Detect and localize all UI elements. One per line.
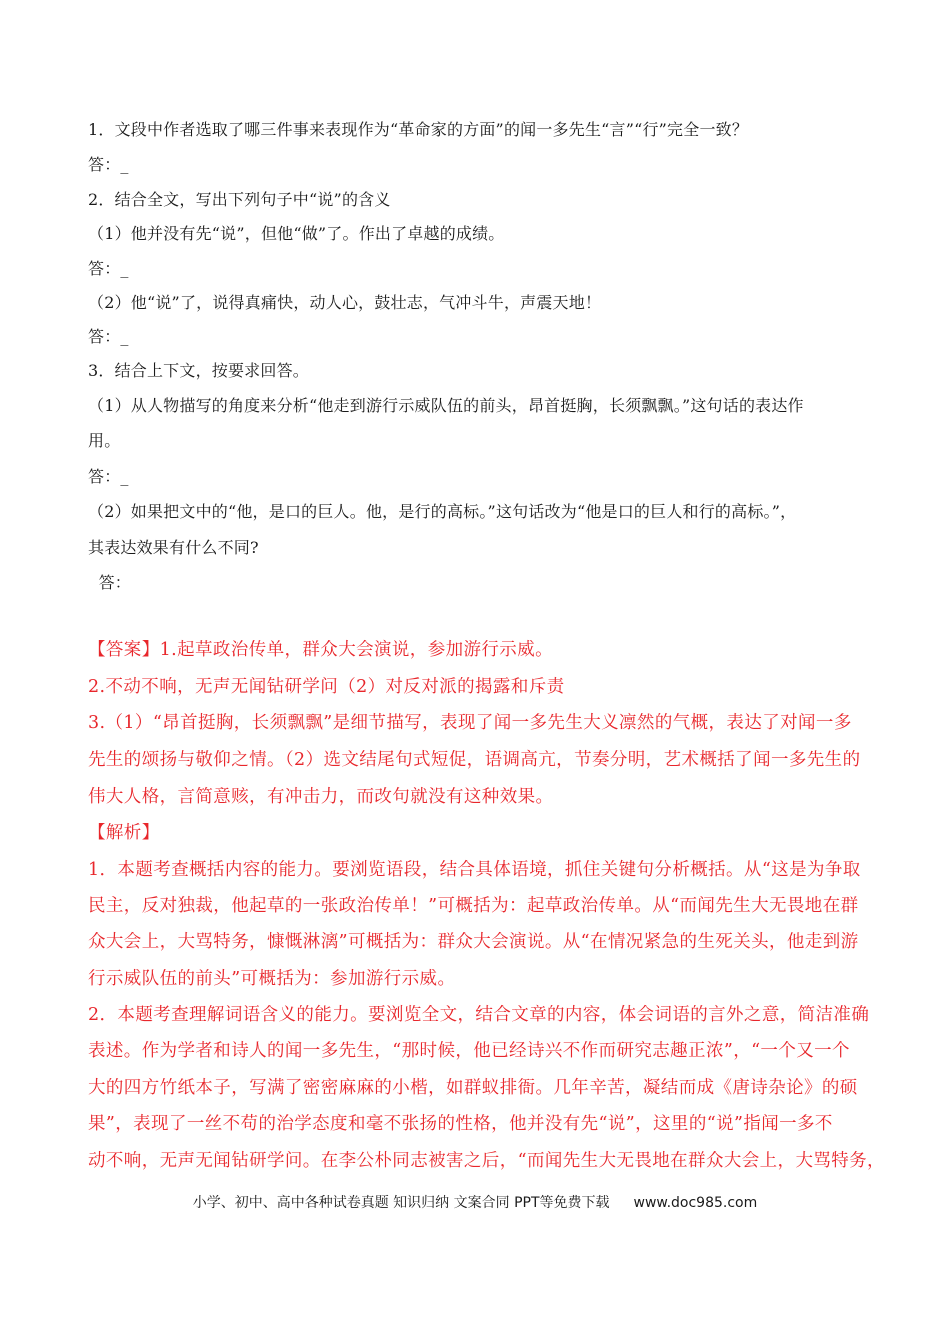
question-2-sub-1: （1）他并没有先“说”，但他“做”了。作出了卓越的成绩。	[88, 224, 505, 243]
analysis-line-2: 民主，反对独裁，他起草的一张政治传单！”可概括为：起草政治传单。从“而闻先生大无畏地在群	[88, 896, 859, 916]
analysis-line-7: 大的四方竹纸本子，写满了密密麻麻的小楷，如群蚁排衙。几年辛苦，凝结而成《唐诗杂论》的硕	[88, 1078, 858, 1098]
answer-line-4: 先生的颂扬与敬仰之情。（2）选文结尾句式短促，语调高亢，节奏分明，艺术概括了闻一多先生的	[88, 750, 861, 770]
analysis-heading: 【解析】	[88, 823, 160, 843]
answer-blank-2-1: 答：_	[88, 259, 129, 278]
answer-blank-3-1: 答：_	[88, 467, 129, 486]
question-3-text: 3．结合上下文，按要求回答。	[88, 361, 309, 380]
analysis-line-4: 行示威队伍的前头”可概括为：参加游行示威。	[88, 969, 456, 989]
answer-line-3: 3.（1）“昂首挺胸，长须飘飘”是细节描写，表现了闻一多先生大义凛然的气概，表达了对闻一多	[88, 713, 852, 733]
analysis-line-5: 2．本题考查理解词语含义的能力。要浏览全文，结合文章的内容，体会词语的言外之意，简洁准确	[88, 1005, 870, 1025]
answer-blank-1: 答：_	[88, 155, 129, 174]
footer-text: 小学、初中、高中各种试卷真题 知识归纳 文案合同 PPT等免费下载	[192, 1195, 610, 1211]
analysis-line-1: 1．本题考查概括内容的能力。要浏览语段，结合具体语境，抓住关键句分析概括。从“这是为争取	[88, 860, 861, 880]
answer-line-2: 2.不动不响，无声无闻钻研学问（2）对反对派的揭露和斥责	[88, 677, 565, 697]
question-1-text: 1．文段中作者选取了哪三件事来表现作为“革命家的方面”的闻一多先生“言”“行”完全一致？	[88, 120, 749, 139]
question-3-sub-2-line-2: 其表达效果有什么不同?	[88, 538, 259, 557]
question-3-sub-2-line-1: （2）如果把文中的“他，是口的巨人。他，是行的高标。”这句话改为“他是口的巨人和行的高标。”，	[88, 502, 797, 521]
analysis-line-6: 表述。作为学者和诗人的闻一多先生，“那时候，他已经诗兴不作而研究志趣正浓”，“一个又一个	[88, 1041, 850, 1061]
analysis-line-9: 动不响，无声无闻钻研学问。在李公朴同志被害之后，“而闻先生大无畏地在群众大会上，大骂特务，	[88, 1151, 885, 1171]
question-3-sub-1-line-2: 用。	[88, 431, 121, 450]
answer-line-5: 伟大人格，言简意赅，有冲击力，而改句就没有这种效果。	[88, 787, 554, 807]
answer-blank-2-2: 答：_	[88, 327, 129, 346]
footer-url[interactable]: www.doc985.com	[633, 1195, 758, 1211]
answer-blank-3-2: 答：	[88, 573, 131, 592]
answer-line-1: 【答案】1.起草政治传单，群众大会演说，参加游行示威。	[88, 640, 553, 660]
page-footer	[0, 1192, 950, 1212]
analysis-line-3: 众大会上，大骂特务，慷慨淋漓”可概括为：群众大会演说。从“在情况紧急的生死关头，他走到游	[88, 932, 859, 952]
question-2-text: 2．结合全文，写出下列句子中“说”的含义	[88, 190, 391, 209]
question-3-sub-1-line-1: （1）从人物描写的角度来分析“他走到游行示威队伍的前头，昂首挺胸，长须飘飘。”这句话的表达作	[88, 396, 804, 415]
question-2-sub-2: （2）他“说”了，说得真痛快，动人心，鼓壮志，气冲斗牛，声震天地！	[88, 293, 602, 312]
analysis-line-8: 果”，表现了一丝不苟的治学态度和毫不张扬的性格，他并没有先“说”，这里的“说”指闻一多不	[88, 1114, 833, 1134]
